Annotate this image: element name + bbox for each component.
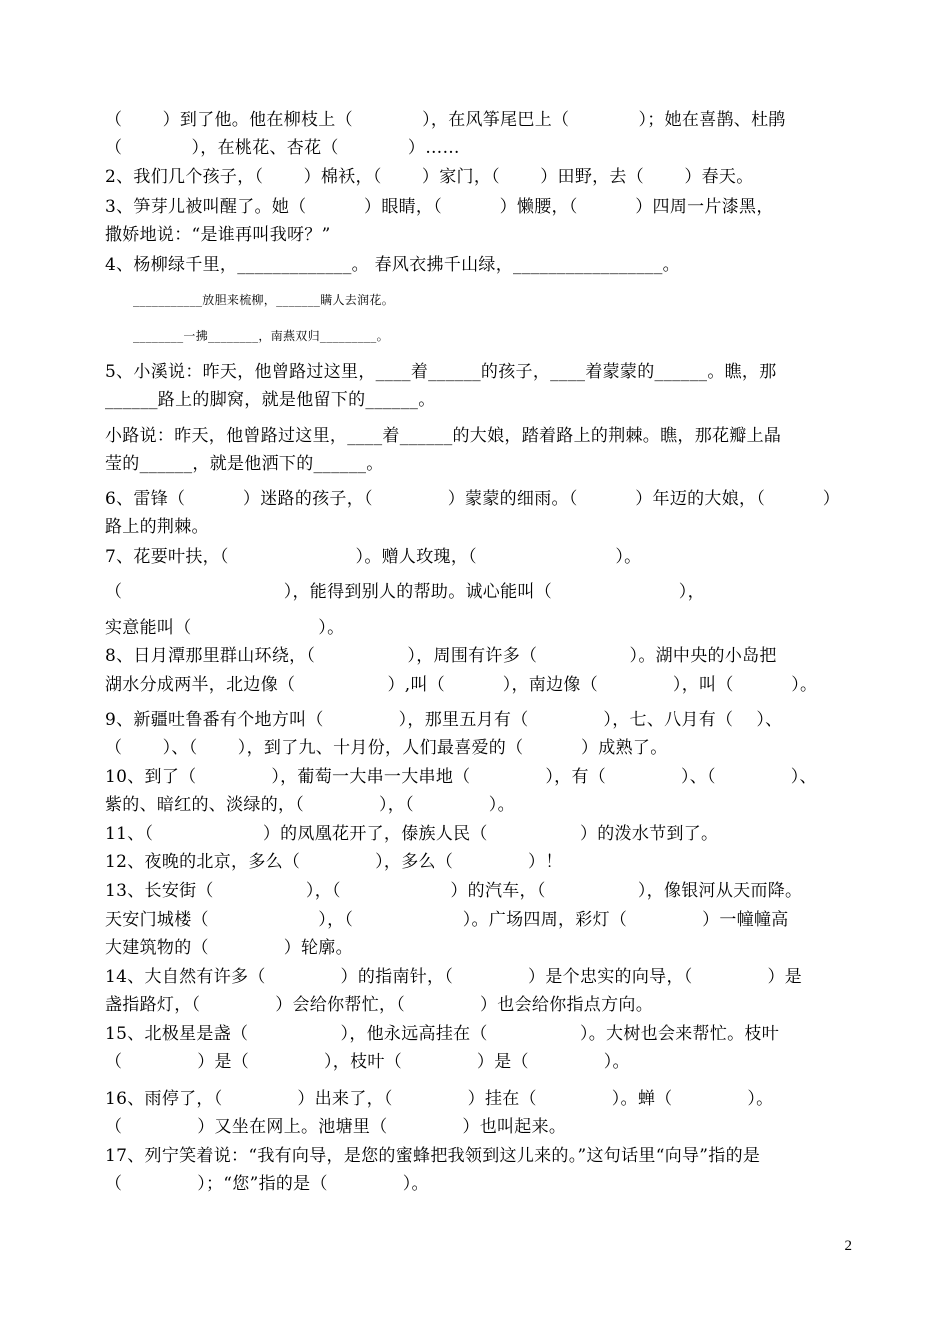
text-line: 5、小溪说：昨天，他曾路过这里，____着______的孩子，____着蒙蒙的______。瞧，那 bbox=[105, 362, 777, 382]
text-line: （ ），能得到别人的帮助。诚心能叫（ ）， bbox=[105, 582, 705, 602]
text-line: 2、我们几个孩子，（ ）棉袄，（ ）家门，（ ）田野，去（ ）春天。 bbox=[105, 167, 754, 187]
text-line: 14、大自然有许多（ ）的指南针，（ ）是个忠实的向导，（ ）是 bbox=[105, 967, 803, 987]
text-line: 9、新疆吐鲁番有个地方叫（ ），那里五月有（ ），七、八月有（ ）、 bbox=[105, 710, 783, 730]
text-line: 17、列宁笑着说：“我有向导，是您的蜜蜂把我领到这儿来的。”这句话里“向导”指的是 bbox=[105, 1146, 761, 1166]
text-line: （ ）；“您”指的是（ ）。 bbox=[105, 1174, 429, 1194]
text-line: 15、北极星是盏（ ），他永远高挂在（ ）。大树也会来帮忙。枝叶 bbox=[105, 1024, 780, 1044]
page-number: 2 bbox=[844, 1238, 852, 1254]
text-line: （ ）又坐在网上。池塘里（ ）也叫起来。 bbox=[105, 1117, 567, 1137]
text-line: 11、（ ）的凤凰花开了，傣族人民（ ）的泼水节到了。 bbox=[105, 824, 719, 844]
text-line: 天安门城楼（ ），（ ）。广场四周，彩灯（ ）一幢幢高 bbox=[105, 910, 789, 930]
text-line: 16、雨停了，（ ）出来了，（ ）挂在（ ）。蝉（ ）。 bbox=[105, 1089, 774, 1109]
text-line: 莹的______，就是他洒下的______。 bbox=[105, 454, 384, 474]
text-line: 6、雷锋（ ）迷路的孩子，（ ）蒙蒙的细雨。（ ）年迈的大娘，（ ） bbox=[105, 489, 841, 509]
text-line: ______路上的脚窝，就是他留下的______。 bbox=[105, 390, 436, 410]
text-line: 3、笋芽儿被叫醒了。她（ ）眼睛，（ ）懒腰，（ ）四周一片漆黑， bbox=[105, 197, 774, 217]
text-line: （ ）是（ ），枝叶（ ）是（ ）。 bbox=[105, 1052, 630, 1072]
text-line: 8、日月潭那里群山环绕，（ ），周围有许多（ ）。湖中央的小岛把 bbox=[105, 646, 777, 666]
text-line: 10、到了（ ），葡萄一大串一大串地（ ），有（ ）、（ ）、 bbox=[105, 767, 817, 787]
text-line: ___________放胆来梳柳，_______瞒人去润花。 bbox=[133, 293, 395, 307]
text-line: 小路说：昨天，他曾路过这里，____着______的大娘，踏着路上的荆棘。瞧，那花瓣上晶 bbox=[105, 426, 782, 446]
text-line: 13、长安街（ ），（ ）的汽车，（ ），像银河从天而降。 bbox=[105, 881, 803, 901]
text-line: 路上的荆棘。 bbox=[105, 517, 209, 537]
text-line: ________一拂________，南燕双归_________。 bbox=[133, 329, 389, 343]
text-line: 实意能叫（ ）。 bbox=[105, 618, 345, 638]
text-line: 4、杨柳绿千里，_____________。 春风衣拂千山绿，_________________。 bbox=[105, 255, 680, 275]
text-line: 盏指路灯，（ ）会给你帮忙，（ ）也会给你指点方向。 bbox=[105, 995, 654, 1015]
text-line: （ ）到了他。他在柳枝上（ ），在风筝尾巴上（ ）；她在喜鹊、杜鹃 bbox=[105, 110, 786, 130]
text-line: 紫的、暗红的、淡绿的，（ ），（ ）。 bbox=[105, 795, 515, 815]
text-line: 12、夜晚的北京，多么（ ），多么（ ）！ bbox=[105, 852, 563, 872]
text-line: 7、花要叶扶，（ ）。赠人玫瑰，（ ）。 bbox=[105, 547, 642, 567]
text-line: 大建筑物的（ ）轮廓。 bbox=[105, 938, 353, 958]
text-line: （ ），在桃花、杏花（ ）…… bbox=[105, 138, 460, 158]
text-line: 湖水分成两半，北边像（ ）,叫（ ），南边像（ ），叫（ ）。 bbox=[105, 675, 818, 695]
text-line: 撒娇地说：“是谁再叫我呀？” bbox=[105, 225, 331, 245]
text-line: （ ）、（ ），到了九、十月份，人们最喜爱的（ ）成熟了。 bbox=[105, 738, 668, 758]
